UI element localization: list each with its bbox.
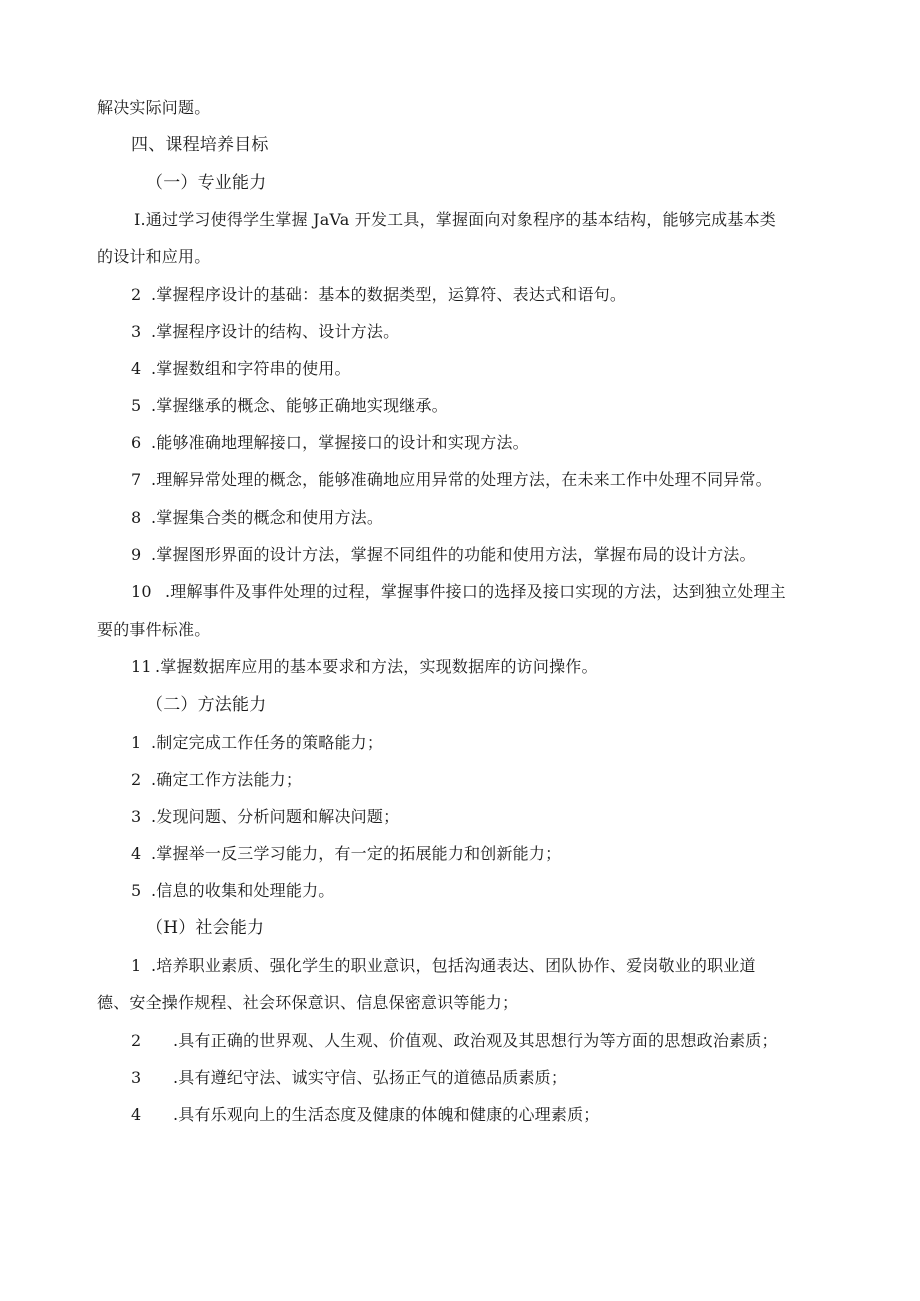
item-text: .掌握集合类的概念和使用方法。 bbox=[151, 508, 384, 527]
method-item-5 bbox=[131, 881, 335, 901]
item-text: .理解异常处理的概念，能够准确地应用异常的处理方法，在未来工作中处理不同异常。 bbox=[151, 470, 772, 489]
professional-item-6 bbox=[131, 433, 529, 453]
professional-item-10-continuation: 要的事件标准。 bbox=[97, 620, 211, 639]
item-text: .掌握程序设计的基础：基本的数据类型，运算符、表达式和语句。 bbox=[151, 285, 627, 304]
social-item-1 bbox=[131, 956, 756, 976]
item-number: 4 bbox=[131, 844, 142, 863]
item-text: .发现问题、分析问题和解决问题； bbox=[151, 807, 400, 826]
intro-tail: 解决实际问题。 bbox=[97, 98, 211, 117]
section-title: 四、课程培养目标 bbox=[131, 135, 269, 155]
item-number: 1 bbox=[131, 956, 142, 975]
item-text: .掌握继承的概念、能够正确地实现继承。 bbox=[151, 396, 448, 415]
method-item-1 bbox=[131, 733, 383, 753]
item-number: 3 bbox=[131, 322, 142, 341]
subsection-title-method: （二）方法能力 bbox=[146, 695, 267, 715]
social-item-3 bbox=[131, 1068, 567, 1088]
item-number: I. bbox=[134, 210, 146, 229]
professional-item-7 bbox=[131, 470, 772, 490]
item-text: .掌握举一反三学习能力，有一定的拓展能力和创新能力； bbox=[151, 844, 562, 863]
item-text: .理解事件及事件处理的过程，掌握事件接口的选择及接口实现的方法，达到独立处理主 bbox=[165, 582, 786, 601]
item-text: .掌握程序设计的结构、设计方法。 bbox=[151, 322, 400, 341]
professional-item-9 bbox=[131, 545, 756, 565]
professional-item-5 bbox=[131, 396, 448, 416]
item-number: 5 bbox=[131, 881, 142, 900]
item-text: .制定完成工作任务的策略能力； bbox=[151, 733, 384, 752]
method-item-4 bbox=[131, 844, 561, 864]
method-item-2 bbox=[131, 770, 302, 790]
item-number: 9 bbox=[131, 545, 142, 564]
item-text: .培养职业素质、强化学生的职业意识，包括沟通表达、团队协作、爱岗敬业的职业道 bbox=[151, 956, 756, 975]
item-text: .确定工作方法能力； bbox=[151, 770, 303, 789]
professional-item-4 bbox=[131, 359, 351, 379]
item-text: .具有乐观向上的生活态度及健康的体魄和健康的心理素质； bbox=[173, 1105, 600, 1124]
item-text: 通过学习使得学生掌握 JaVa 开发工具，掌握面向对象程序的基本结构，能够完成基本类 bbox=[145, 210, 776, 229]
item-number: 2 bbox=[131, 285, 142, 304]
item-number: 6 bbox=[131, 433, 142, 452]
item-number: 10 bbox=[131, 582, 152, 601]
item-text: .掌握数据库应用的基本要求和方法，实现数据库的访问操作。 bbox=[155, 657, 598, 676]
professional-item-2 bbox=[131, 285, 626, 305]
professional-item-10 bbox=[131, 582, 786, 602]
professional-item-1-continuation: 的设计和应用。 bbox=[97, 247, 211, 266]
item-number: 4 bbox=[131, 359, 142, 378]
item-number: 2 bbox=[131, 770, 142, 789]
item-number: 4 bbox=[131, 1105, 142, 1124]
item-number: 5 bbox=[131, 396, 142, 415]
professional-item-8 bbox=[131, 508, 383, 528]
item-text: .具有遵纪守法、诚实守信、弘扬正气的道德品质素质； bbox=[173, 1068, 568, 1087]
professional-item-1 bbox=[134, 210, 776, 230]
social-item-4 bbox=[131, 1105, 600, 1125]
subsection-title-professional: （一）专业能力 bbox=[146, 173, 267, 193]
item-text: .掌握图形界面的设计方法，掌握不同组件的功能和使用方法，掌握布局的设计方法。 bbox=[151, 545, 756, 564]
item-number: 3 bbox=[131, 1068, 142, 1087]
item-number: 1 bbox=[131, 733, 142, 752]
method-item-3 bbox=[131, 807, 399, 827]
item-text: .掌握数组和字符串的使用。 bbox=[151, 359, 351, 378]
item-text: .具有正确的世界观、人生观、价值观、政治观及其思想行为等方面的思想政治素质； bbox=[173, 1031, 778, 1050]
item-number: 3 bbox=[131, 807, 142, 826]
item-number: 2 bbox=[131, 1031, 142, 1050]
subsection-title-social: （H）社会能力 bbox=[146, 918, 265, 938]
social-item-2 bbox=[131, 1031, 778, 1051]
social-item-1-continuation: 德、安全操作规程、社会环保意识、信息保密意识等能力； bbox=[97, 993, 519, 1012]
item-number: 7 bbox=[131, 470, 142, 489]
item-number: 11 bbox=[131, 657, 152, 676]
item-text: .能够准确地理解接口，掌握接口的设计和实现方法。 bbox=[151, 433, 529, 452]
item-number: 8 bbox=[131, 508, 142, 527]
item-text: .信息的收集和处理能力。 bbox=[151, 881, 335, 900]
professional-item-11 bbox=[131, 657, 598, 677]
professional-item-3 bbox=[131, 322, 399, 342]
